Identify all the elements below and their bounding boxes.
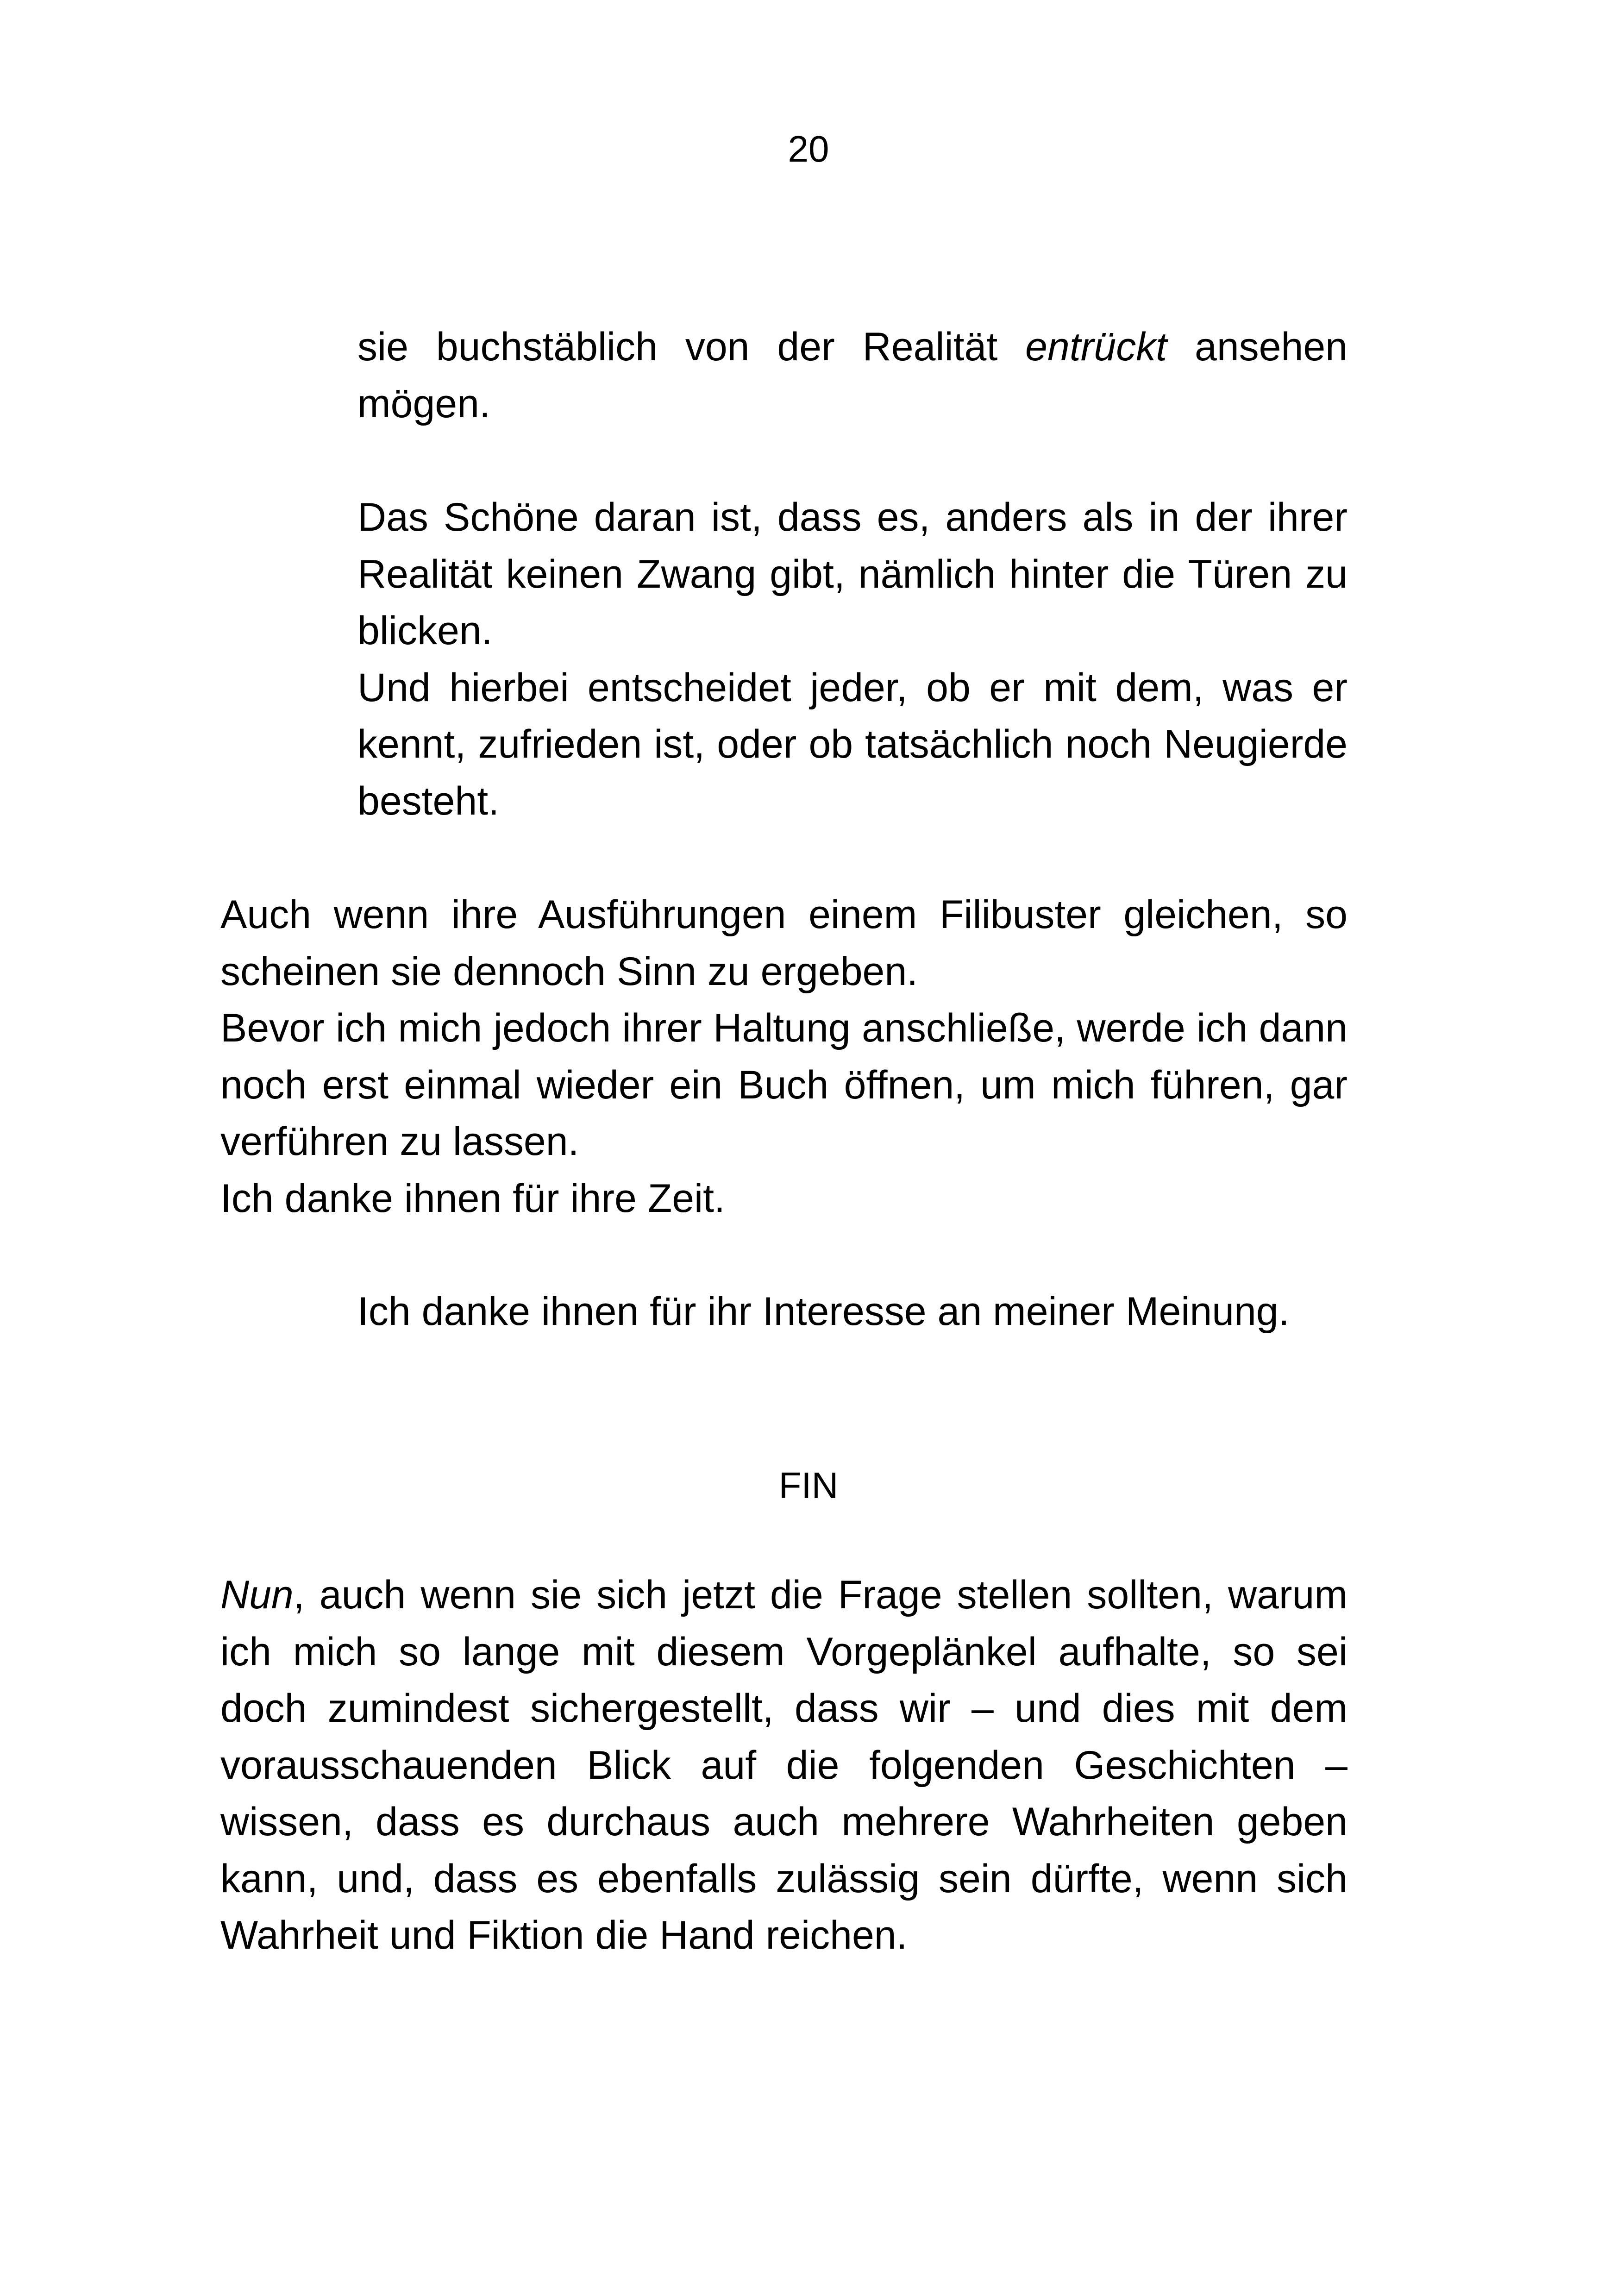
paragraph-text: sie buchstäblich von der Realität — [357, 325, 1026, 369]
paragraph-text: Und hierbei entscheidet jeder, ob er mit dem, was er kennt, zufrieden ist, oder ob tatsächlich noch Neugierde besteht. — [357, 665, 1348, 823]
paragraph-entrueckt — [357, 319, 1348, 432]
paragraph-nun — [220, 1567, 1348, 1964]
paragraph-text: ansehen mögen. — [357, 325, 1348, 426]
paragraph-schoene — [357, 489, 1348, 829]
paragraph-text: Das Schöne daran ist, dass es, anders als in der ihrer Realität keinen Zwang gibt, nämlich hinter die Türen zu blicken. — [357, 495, 1348, 653]
paragraph-text: , auch wenn sie sich jetzt die Frage stellen sollten, warum ich mich so lange mit diesem Vorgeplänkel aufhalte, so sei doch zumindest sichergestellt, dass wir – und dies mit dem vorausschauenden Blick auf die folgenden Geschichten – wissen, dass es durchaus auch mehrere Wahrheiten geben kann, und, dass es ebenfalls zulässig sein dürfte, wenn sich Wahrheit und Fiktion die Hand reichen. — [220, 1573, 1348, 1957]
page-number: 20 — [788, 128, 829, 169]
paragraph-text: Auch wenn ihre Ausführungen einem Filibuster gleichen, so scheinen sie dennoch Sinn zu ergeben. — [220, 892, 1348, 994]
paragraph-text: Bevor ich mich jedoch ihrer Haltung anschließe, werde ich dann noch erst einmal wieder ein Buch öffnen, um mich führen, gar verführen zu lassen. — [220, 1006, 1348, 1164]
emphasis-text: entrückt — [1025, 325, 1167, 369]
fin-label: FIN — [778, 1465, 839, 1506]
paragraph-interesse — [357, 1283, 1348, 1340]
paragraph-text: Ich danke ihnen für ihre Zeit. — [220, 1176, 725, 1221]
emphasis-text: Nun — [220, 1573, 294, 1617]
paragraph-filibuster — [220, 886, 1348, 1227]
paragraph-text: Ich danke ihnen für ihr Interesse an meiner Meinung. — [357, 1289, 1290, 1334]
